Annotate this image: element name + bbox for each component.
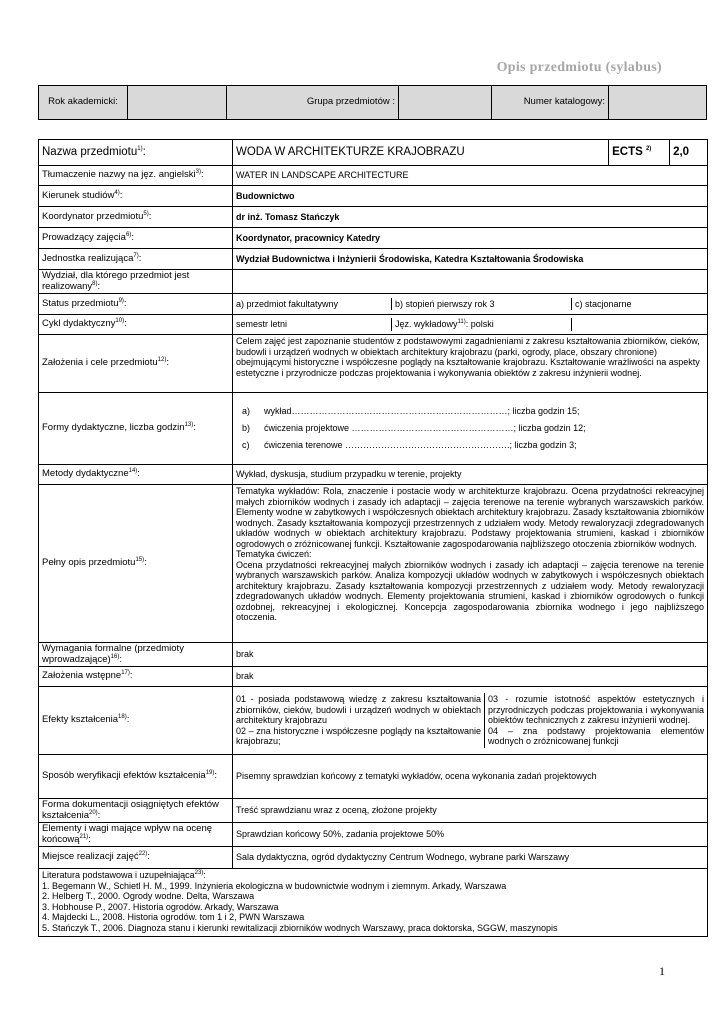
exercise-topics-heading: Tematyka ćwiczeń: — [236, 549, 312, 559]
location-value: Sala dydaktyczna, ogród dydaktyczny Centrum Wodnego, wybrane parki Warszawy — [233, 847, 708, 869]
course-name-value: WODA W ARCHITEKTURZE KRAJOBRAZU — [233, 140, 609, 166]
row-grading-weights — [39, 823, 708, 847]
verification-value: Pisemny sprawdzian końcowy z tematyki wykładów, ocena wykonania zadań projektowych — [233, 755, 708, 799]
field-of-study-label: Kierunek studiów$^{4)}$: — [39, 186, 233, 207]
ects-value: 2,0 — [670, 140, 708, 166]
grading-weights-value: Sprawdzian końcowy 50%, zadania projektowe 50% — [233, 823, 708, 847]
row-prerequisites — [39, 667, 708, 687]
instructors-label: Prowadzący zajęcia$^{6)}$: — [39, 228, 233, 249]
literature-item: 2. Helberg T., 2000. Ogrody wodne. Delta, Warszawa — [42, 891, 255, 901]
teaching-forms-list — [233, 393, 708, 465]
lecture-topics: Tematyka wykładów: Rola, znaczenie i postacie wody w architekturze krajobrazu. Ocena przydatności rekreacyjnej małych zbiorników wodnych i zasady ich adaptacji – zajęcia terenowe na terenie wybranych warszawskich parków. Elementy wodne w zabytkowych i współczesnych obiektach architektury krajobrazu. Zasady kształtowania zbiorników wodnych. Zasady kształtowania kompozycji przestrzennych z udziałem wody. Metody rewaloryzacji zdegradowanych układów wodnych w obiektach architektury krajobrazu. Podstawy projektowania strumieni, kaskad i zbiorników ogrodowych o zróżnicowanej funkcji. Kształtowanie zagospodarowania najbliższego otoczenia zbiorników wodnych. — [236, 486, 704, 549]
academic-year-label: Rok akademicki: — [39, 86, 128, 120]
ects-label: ECTS $^{2)}$ — [609, 140, 670, 166]
page-number: 1 — [659, 964, 665, 978]
row-literature — [39, 869, 708, 937]
row-verification — [39, 755, 708, 799]
exercise-topics: Ocena przydatności rekreacyjnej małych zbiorników wodnych i zasady ich adaptacji – zajęcia terenowe na terenie wybranych warszawskich parków. Analiza kompozycji układów wodnych w zabytkowych i współczesnych obiektach architektury krajobrazu. Zasady kształtowania kompozycji przestrzennych z udziałem wody. Metody rewaloryzacji zdegradowanych układów wodnych. Elementy projektowania strumieni, kaskad i zbiorników ogrodowych o funkcji ozdobnej, rekreacyjnej i ekologicznej. Koncepcja zagospodarowania zbiornika wodnego i jego najbliższego otoczenia. — [236, 559, 704, 622]
literature-label: Literatura podstawowa i uzupełniająca$^{23)}$: — [42, 870, 206, 880]
syllabus-table — [38, 139, 708, 937]
catalog-number-label: Numer katalogowy: — [492, 86, 609, 120]
row-full-description — [39, 485, 708, 643]
status-label: Status przedmiotu$^{9)}$: — [39, 294, 233, 315]
row-cycle — [39, 315, 708, 335]
teaching-form-item: c) ćwiczenia terenowe ……………………………………………….; liczba godzin 3; — [242, 440, 577, 450]
academic-year-value — [128, 86, 227, 120]
status-b: b) stopień pierwszy rok 3 — [392, 298, 572, 311]
methods-label: Metody dydaktyczne$^{14)}$: — [39, 465, 233, 485]
literature-item: 1. Begemann W., Schietl H. M., 1999. Inżynieria ekologiczna w budownictwie wodnym i ziemnym. Arkady, Warszawa — [42, 880, 507, 891]
row-objectives — [39, 335, 708, 393]
status-c: c) stacjonarne — [575, 298, 632, 309]
unit-value: Wydział Budownictwa i Inżynierii Środowiska, Katedra Kształtowania Środowiska — [233, 249, 708, 270]
catalog-number-value — [609, 86, 707, 120]
row-documentation — [39, 799, 708, 823]
row-instructors — [39, 228, 708, 249]
objectives-value: Celem zajęć jest zapoznanie studentów z podstawowymi zagadnieniami z zakresu kształtowania zbiorników, cieków, budowli i urządzeń wodnych w obiektach architektury krajobrazu (parki, ogrody, place, obszary chronione) obejmującymi historyczne i współczesne poglądy na kształtowanie krajobrazu. Kształtowanie wrażliwości na aspekty estetyczne i przyrodnicze podczas projektowania i wykonywania obiektów z zakresu inżynierii wodnej. — [233, 335, 708, 393]
documentation-value: Treść sprawdzianu wraz z oceną, złożone projekty — [233, 799, 708, 823]
objectives-label: Założenia i cele przedmiotu$^{12)}$: — [39, 335, 233, 393]
location-label: Miejsce realizacji zajęć$^{22)}$: — [39, 847, 233, 869]
coordinator-label: Koordynator przedmiotu$^{5)}$: — [39, 207, 233, 228]
row-formal-requirements — [39, 643, 708, 667]
full-description-label: Pełny opis przedmiotu$^{15)}$: — [39, 485, 233, 643]
cycle-value: semestr letni — [233, 318, 392, 331]
row-status — [39, 294, 708, 315]
subject-group-value — [399, 86, 492, 120]
faculty-value — [233, 270, 708, 294]
learning-outcomes-right: 03 - rozumie istotność aspektów estetycznych i przyrodniczych podczas projektowania i wykonywania obiektów technicznych z zakresu inżynierii wodnej. 04 – zna podstawy projektowania elementów wodnych o zróżnicowanej funkcji — [488, 694, 704, 747]
prerequisites-value: brak — [233, 667, 708, 687]
row-field-of-study — [39, 186, 708, 207]
verification-label: Sposób weryfikacji efektów kształcenia$^{19)}$: — [39, 755, 233, 799]
formal-requirements-label: Wymagania formalne (przedmioty wprowadzające)$^{16)}$: — [39, 643, 233, 667]
methods-value: Wykład, dyskusja, studium przypadku w terenie, projekty — [233, 465, 708, 485]
coordinator-value: dr inż. Tomasz Stańczyk — [233, 207, 708, 228]
prerequisites-label: Założenia wstępne$^{17)}$: — [39, 667, 233, 687]
literature-item: 3. Hobhouse P., 2007. Historia ogrodów. Arkady, Warszawa — [42, 901, 279, 912]
instructors-value: Koordynator, pracownicy Katedry — [233, 228, 708, 249]
row-learning-outcomes — [39, 687, 708, 755]
literature-block — [39, 869, 708, 937]
language-value: Jęz. wykładowy$^{11)}$: polski — [392, 318, 572, 331]
teaching-form-item: b) ćwiczenia projektowe ………………………………………………; liczba godzin 12; — [242, 423, 586, 433]
document-title: Opis przedmiotu (sylabus) — [496, 60, 662, 75]
row-course-name — [39, 140, 708, 166]
field-of-study-value: Budownictwo — [233, 186, 708, 207]
catalog-header-table — [38, 85, 707, 120]
learning-outcomes-label: Efekty kształcenia$^{18)}$: — [39, 687, 233, 755]
formal-requirements-value: brak — [233, 643, 708, 667]
teaching-form-item: a) wykład………………………………………………………………; liczba godzin 15; — [242, 406, 580, 416]
grading-weights-label: Elementy i wagi mające wpływ na ocenę końcową$^{21)}$: — [39, 823, 233, 847]
row-english-name — [39, 166, 708, 186]
teaching-forms-label: Formy dydaktyczne, liczba godzin$^{13)}$: — [39, 393, 233, 465]
full-description-value — [233, 485, 708, 643]
subject-group-label: Grupa przedmiotów : — [227, 86, 399, 120]
cycle-label: Cykl dydaktyczny$^{10)}$: — [39, 315, 233, 335]
row-faculty — [39, 270, 708, 294]
row-teaching-forms — [39, 393, 708, 465]
faculty-label: Wydział, dla którego przedmiot jest realizowany$^{8)}$: — [39, 270, 233, 294]
row-location — [39, 847, 708, 869]
course-name-label: Nazwa przedmiotu$^{1)}$: — [39, 140, 233, 166]
learning-outcomes-left: 01 - posiada podstawową wiedzę z zakresu kształtowania zbiorników, cieków, budowli i urządzeń wodnych w obiektach architektury krajobrazu 02 – zna historyczne i współczesne poglądy na kształtowanie krajobrazu; — [233, 693, 485, 748]
unit-label: Jednostka realizująca$^{7)}$: — [39, 249, 233, 270]
english-name-value: WATER IN LANDSCAPE ARCHITECTURE — [233, 166, 708, 186]
row-coordinator — [39, 207, 708, 228]
english-name-label: Tłumaczenie nazwy na jęz. angielski$^{3)}$: — [39, 166, 233, 186]
status-a: a) przedmiot fakultatywny — [233, 298, 392, 311]
documentation-label: Forma dokumentacji osiągniętych efektów kształcenia$^{20)}$: — [39, 799, 233, 823]
literature-item: 5. Stańczyk T., 2006. Diagnoza stanu i kierunki rewitalizacji zbiorników wodnych Warszawy, praca doktorska, SGGW, maszynopis — [42, 922, 558, 933]
row-methods — [39, 465, 708, 485]
row-unit — [39, 249, 708, 270]
literature-item: 4. Majdecki L., 2008. Historia ogrodów. tom 1 i 2, PWN Warszawa — [42, 912, 305, 922]
